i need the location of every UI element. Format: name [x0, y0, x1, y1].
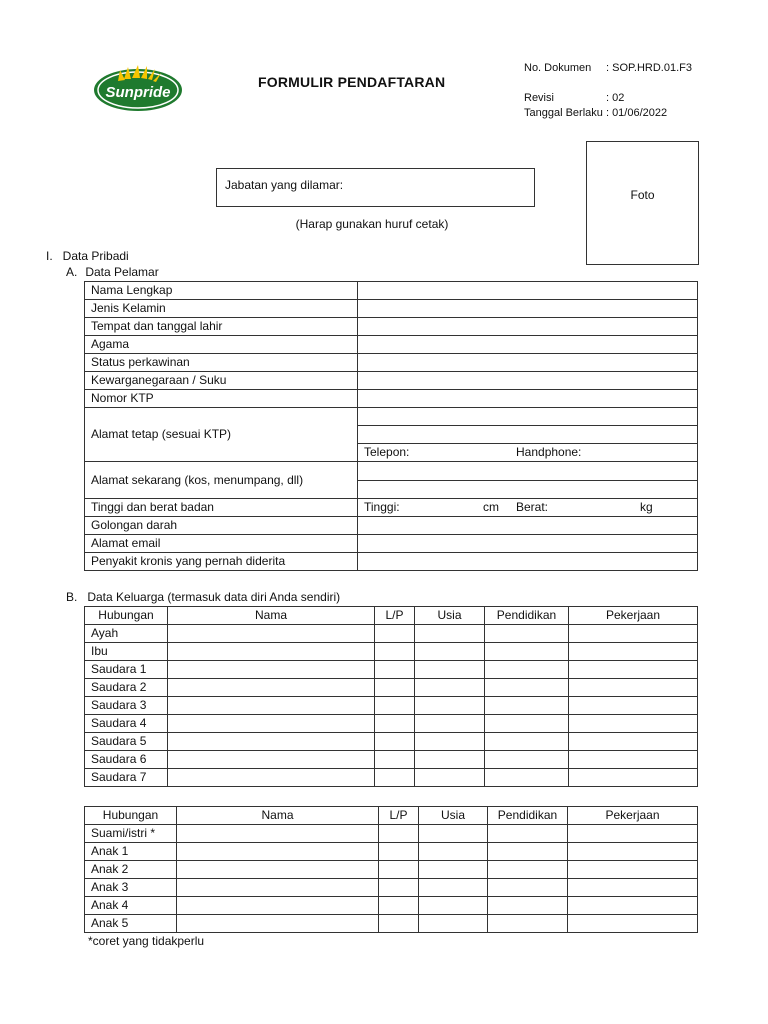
label-berat: Berat:	[516, 500, 549, 514]
meta-revisi: Revisi : 02	[524, 92, 625, 104]
input-alamat-tetap-2[interactable]	[358, 426, 698, 444]
input-cell[interactable]	[419, 861, 488, 879]
input-cell[interactable]	[379, 879, 419, 897]
input-cell[interactable]	[168, 625, 375, 643]
table-row	[85, 318, 698, 336]
header-nama: Nama	[168, 607, 375, 625]
input-cell[interactable]	[375, 661, 415, 679]
label-handphone: Handphone:	[516, 445, 582, 459]
label-ktp: Nomor KTP	[85, 390, 358, 408]
photo-label: Foto	[630, 188, 655, 202]
input-cell[interactable]	[488, 879, 568, 897]
input-cell[interactable]	[419, 843, 488, 861]
table-row	[85, 553, 698, 571]
table-row	[85, 715, 698, 733]
data-pelamar-table	[84, 281, 698, 571]
section-b-heading: B. Data Keluarga (termasuk data diri Anda sendiri)	[66, 590, 341, 604]
input-cell[interactable]	[568, 897, 698, 915]
input-alamat-tetap-1[interactable]	[358, 408, 698, 426]
row-label: Saudara 5	[85, 733, 168, 751]
input-ktp[interactable]	[358, 390, 698, 408]
table-row	[85, 408, 698, 426]
label-kg: kg	[640, 500, 653, 514]
input-cell[interactable]	[415, 733, 485, 751]
label-cm: cm	[483, 500, 499, 514]
label-kewarganegaraan: Kewarganegaraan / Suku	[85, 372, 358, 390]
input-cell[interactable]	[419, 897, 488, 915]
table-row	[85, 643, 698, 661]
table-row	[85, 897, 698, 915]
label-penyakit: Penyakit kronis yang pernah diderita	[85, 553, 358, 571]
input-cell[interactable]	[379, 825, 419, 843]
input-cell[interactable]	[168, 715, 375, 733]
input-cell[interactable]	[569, 751, 698, 769]
input-cell[interactable]	[485, 751, 569, 769]
input-cell[interactable]	[488, 861, 568, 879]
label-tinggi-berat: Tinggi dan berat badan	[85, 499, 358, 517]
input-status[interactable]	[358, 354, 698, 372]
input-cell[interactable]	[375, 625, 415, 643]
row-label: Ayah	[85, 625, 168, 643]
row-label: Anak 1	[85, 843, 177, 861]
instruction-text: (Harap gunakan huruf cetak)	[295, 217, 449, 231]
header-lp: L/P	[379, 807, 419, 825]
row-label: Saudara 7	[85, 769, 168, 787]
input-cell[interactable]	[177, 861, 379, 879]
input-cell[interactable]	[375, 715, 415, 733]
input-cell[interactable]	[569, 715, 698, 733]
label-alamat-sekarang: Alamat sekarang (kos, menumpang, dll)	[85, 462, 358, 499]
label-nama: Nama Lengkap	[85, 282, 358, 300]
input-cell[interactable]	[168, 733, 375, 751]
input-cell[interactable]	[415, 769, 485, 787]
row-label: Saudara 3	[85, 697, 168, 715]
table-row	[85, 625, 698, 643]
table-header-row	[85, 607, 698, 625]
document-meta	[524, 61, 692, 121]
input-cell[interactable]	[569, 697, 698, 715]
input-ttl[interactable]	[358, 318, 698, 336]
input-cell[interactable]	[485, 625, 569, 643]
row-label: Saudara 4	[85, 715, 168, 733]
input-cell[interactable]	[569, 679, 698, 697]
label-email: Alamat email	[85, 535, 358, 553]
tinggi-berat-cell	[358, 499, 698, 517]
header-pendidikan: Pendidikan	[485, 607, 569, 625]
input-cell[interactable]	[488, 843, 568, 861]
label-alamat-tetap: Alamat tetap (sesuai KTP)	[85, 408, 358, 462]
table-row	[85, 679, 698, 697]
input-cell[interactable]	[419, 915, 488, 933]
input-cell[interactable]	[415, 697, 485, 715]
table-header-row	[85, 807, 698, 825]
table-row	[85, 282, 698, 300]
table-row	[85, 390, 698, 408]
input-alamat-sekarang-2[interactable]	[358, 480, 698, 499]
input-cell[interactable]	[568, 915, 698, 933]
table-row	[85, 336, 698, 354]
input-cell[interactable]	[485, 733, 569, 751]
table-row	[85, 915, 698, 933]
input-kewarganegaraan[interactable]	[358, 372, 698, 390]
input-cell[interactable]	[488, 915, 568, 933]
row-label: Suami/istri *	[85, 825, 177, 843]
input-jenis-kelamin[interactable]	[358, 300, 698, 318]
table-row	[85, 517, 698, 535]
header-nama: Nama	[177, 807, 379, 825]
family-table-parents-siblings	[84, 606, 698, 787]
input-cell[interactable]	[569, 661, 698, 679]
input-cell[interactable]	[168, 751, 375, 769]
input-alamat-sekarang-1[interactable]	[358, 462, 698, 481]
sunpride-logo	[92, 63, 184, 113]
table-row	[85, 751, 698, 769]
input-cell[interactable]	[379, 843, 419, 861]
table-row	[85, 843, 698, 861]
input-cell[interactable]	[375, 679, 415, 697]
input-agama[interactable]	[358, 336, 698, 354]
input-cell[interactable]	[415, 751, 485, 769]
input-cell[interactable]	[568, 825, 698, 843]
input-cell[interactable]	[375, 751, 415, 769]
input-cell[interactable]	[485, 643, 569, 661]
input-cell[interactable]	[177, 825, 379, 843]
input-cell[interactable]	[379, 897, 419, 915]
input-cell[interactable]	[488, 825, 568, 843]
meta-no-dokumen: No. Dokumen : SOP.HRD.01.F3	[524, 62, 692, 74]
table-row	[85, 879, 698, 897]
label-telepon: Telepon:	[364, 445, 410, 459]
input-cell[interactable]	[379, 915, 419, 933]
input-cell[interactable]	[488, 897, 568, 915]
row-label: Saudara 1	[85, 661, 168, 679]
input-cell[interactable]	[569, 643, 698, 661]
phone-cell	[358, 444, 698, 462]
table-row	[85, 661, 698, 679]
label-ttl: Tempat dan tanggal lahir	[85, 318, 358, 336]
label-tinggi: Tinggi:	[364, 500, 400, 514]
input-cell[interactable]	[485, 661, 569, 679]
header-hubungan: Hubungan	[85, 807, 177, 825]
section-i-heading: I. Data Pribadi	[46, 249, 129, 263]
input-cell[interactable]	[415, 679, 485, 697]
header-usia: Usia	[419, 807, 488, 825]
input-cell[interactable]	[177, 915, 379, 933]
photo-box[interactable]	[586, 141, 699, 265]
jabatan-label: Jabatan yang dilamar:	[225, 178, 344, 192]
header-usia: Usia	[415, 607, 485, 625]
footnote: *coret yang tidakperlu	[88, 934, 205, 948]
input-cell[interactable]	[415, 661, 485, 679]
row-label: Anak 4	[85, 897, 177, 915]
input-cell[interactable]	[415, 643, 485, 661]
row-label: Anak 5	[85, 915, 177, 933]
row-label: Ibu	[85, 643, 168, 661]
input-cell[interactable]	[375, 643, 415, 661]
input-cell[interactable]	[375, 697, 415, 715]
input-cell[interactable]	[177, 843, 379, 861]
label-status: Status perkawinan	[85, 354, 358, 372]
header-lp: L/P	[375, 607, 415, 625]
input-cell[interactable]	[569, 769, 698, 787]
input-cell[interactable]	[569, 733, 698, 751]
input-penyakit[interactable]	[358, 553, 698, 571]
input-cell[interactable]	[568, 879, 698, 897]
table-row	[85, 535, 698, 553]
table-row	[85, 697, 698, 715]
label-golongan-darah: Golongan darah	[85, 517, 358, 535]
input-cell[interactable]	[177, 879, 379, 897]
input-golongan-darah[interactable]	[358, 517, 698, 535]
input-cell[interactable]	[568, 861, 698, 879]
input-cell[interactable]	[379, 861, 419, 879]
input-cell[interactable]	[168, 679, 375, 697]
input-cell[interactable]	[177, 897, 379, 915]
table-row	[85, 861, 698, 879]
input-cell[interactable]	[168, 661, 375, 679]
table-row	[85, 825, 698, 843]
header-pendidikan: Pendidikan	[488, 807, 568, 825]
input-cell[interactable]	[375, 733, 415, 751]
input-cell[interactable]	[168, 697, 375, 715]
table-row	[85, 372, 698, 390]
input-cell[interactable]	[415, 625, 485, 643]
input-nama[interactable]	[358, 282, 698, 300]
table-row	[85, 300, 698, 318]
logo-text: Sunpride	[105, 84, 171, 101]
label-agama: Agama	[85, 336, 358, 354]
row-label: Saudara 6	[85, 751, 168, 769]
input-cell[interactable]	[415, 715, 485, 733]
header-pekerjaan: Pekerjaan	[569, 607, 698, 625]
row-label: Anak 2	[85, 861, 177, 879]
input-cell[interactable]	[485, 697, 569, 715]
input-cell[interactable]	[568, 843, 698, 861]
input-email[interactable]	[358, 535, 698, 553]
input-cell[interactable]	[485, 715, 569, 733]
form-title: FORMULIR PENDAFTARAN	[258, 74, 446, 90]
row-label: Anak 3	[85, 879, 177, 897]
header-hubungan: Hubungan	[85, 607, 168, 625]
table-row	[85, 769, 698, 787]
table-row	[85, 733, 698, 751]
input-cell[interactable]	[419, 879, 488, 897]
input-cell[interactable]	[485, 769, 569, 787]
input-cell[interactable]	[419, 825, 488, 843]
table-row	[85, 354, 698, 372]
input-cell[interactable]	[485, 679, 569, 697]
input-cell[interactable]	[168, 643, 375, 661]
table-row	[85, 462, 698, 481]
row-label: Saudara 2	[85, 679, 168, 697]
table-row	[85, 499, 698, 517]
input-cell[interactable]	[375, 769, 415, 787]
family-table-spouse-children	[84, 806, 698, 933]
input-cell[interactable]	[168, 769, 375, 787]
jabatan-field[interactable]	[216, 168, 535, 207]
meta-tanggal-berlaku: Tanggal Berlaku : 01/06/2022	[524, 107, 668, 119]
section-a-heading: A. Data Pelamar	[66, 265, 159, 279]
label-jenis-kelamin: Jenis Kelamin	[85, 300, 358, 318]
input-cell[interactable]	[569, 625, 698, 643]
header-pekerjaan: Pekerjaan	[568, 807, 698, 825]
